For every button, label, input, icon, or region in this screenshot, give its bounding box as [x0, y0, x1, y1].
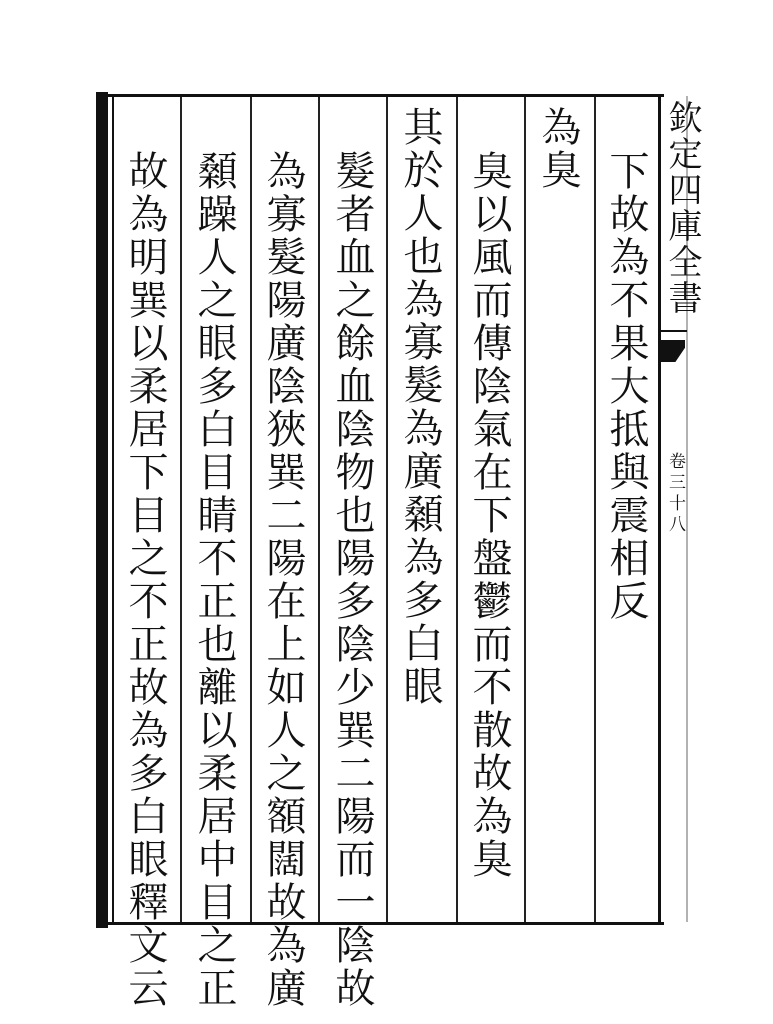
text-column-1: 下故為不果大抵與震相反 [603, 150, 649, 623]
column-rule [318, 97, 320, 922]
frame-inner-left-border [112, 97, 114, 922]
fish-tail-mark [661, 340, 685, 362]
column-rule [594, 97, 596, 922]
text-column-3: 臭以風而傳陰氣在下盤鬱而不散故為臭 [466, 150, 512, 881]
text-column-7: 顙躁人之眼多白目睛不正也離以柔居中目之正 [191, 150, 237, 1010]
column-rule [386, 97, 388, 922]
text-column-5: 髮者血之餘血陰物也陽多陰少巽二陽而一陰故 [329, 150, 375, 1010]
text-column-2: 為臭 [535, 106, 581, 192]
text-column-8: 故為明巽以柔居下目之不正故為多白眼釋文云 [122, 150, 168, 1010]
volume-info: 卷三十八 [665, 452, 685, 536]
column-rule [250, 97, 252, 922]
book-title: 欽定四庫全書 [662, 100, 702, 316]
text-column-4: 其於人也為寡髮為廣顙為多白眼 [397, 106, 443, 708]
column-rule [524, 97, 526, 922]
fish-tail-line [661, 330, 687, 332]
frame-left-border [96, 92, 108, 928]
frame-bottom-border [96, 922, 664, 925]
text-column-6: 為寡髮陽廣陰狹巽二陽在上如人之額闊故為廣 [260, 150, 306, 1010]
column-rule [456, 97, 458, 922]
column-rule [180, 97, 182, 922]
frame-right-border [658, 94, 661, 925]
